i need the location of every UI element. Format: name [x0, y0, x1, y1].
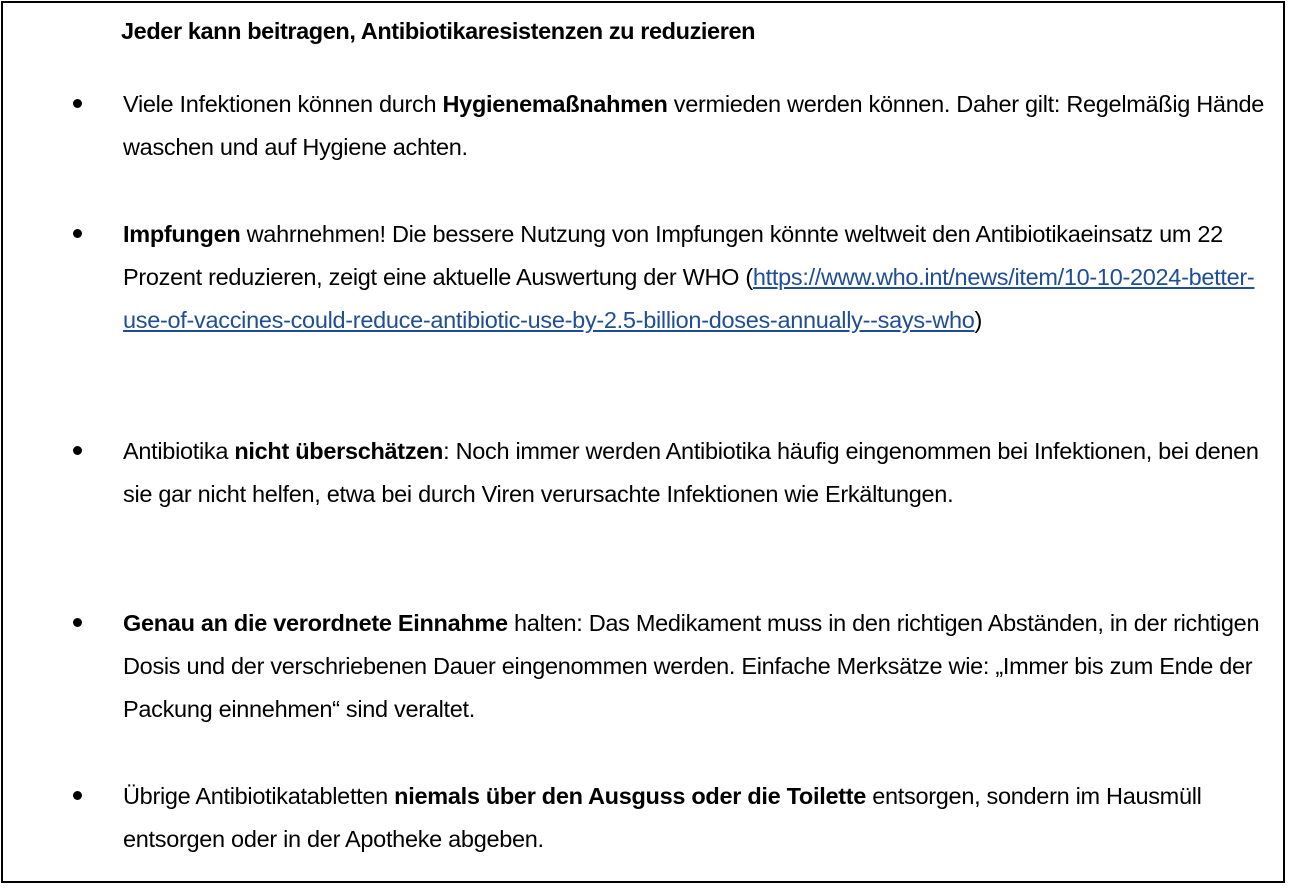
item-text: Viele Infektionen können durch	[123, 91, 443, 117]
item-text: halten: Das Medikament muss in den richtigen Abständen, in der richtigen Dosis und der verschriebenen Dauer eingenommen werden. Einfache Merksätze wie: „Immer bis zum Ende der Packung einnehmen“ sind veraltet.	[123, 610, 1260, 722]
item-bold: Hygienemaßnahmen	[442, 91, 668, 117]
list-item-hygiene	[123, 83, 1273, 169]
item-text: Übrige Antibiotikatabletten	[123, 783, 395, 809]
list-item-einnahme	[123, 602, 1273, 731]
who-link[interactable]: https://www.who.int/news/item/10-10-2024-better-use-of-vaccines-could-reduce-antibiotic-use-by-2.5-billion-doses-annually--says-who	[123, 264, 1255, 333]
item-text: wahrnehmen! Die bessere Nutzung von Impfungen könnte weltweit den Antibiotikaeinsatz um 22 Prozent reduzieren, zeigt eine aktuelle Auswertung der WHO (	[123, 221, 1223, 290]
item-text: vermieden werden können. Daher gilt: Regelmäßig Hände waschen und auf Hygiene achten.	[123, 91, 1265, 160]
item-text: )	[974, 307, 983, 333]
item-bold: Impfungen	[123, 221, 241, 247]
bullet-dot	[73, 229, 82, 238]
item-text: Antibiotika	[123, 438, 235, 464]
bullet-dot	[73, 446, 82, 455]
bullet-dot	[73, 791, 82, 800]
list-item-ueberschaetzen	[123, 430, 1273, 516]
heading: Jeder kann beitragen, Antibiotikaresistenzen zu reduzieren	[121, 18, 756, 44]
bullet-dot	[73, 99, 82, 108]
text-box	[1, 1, 1285, 883]
item-bold: Genau an die verordnete Einnahme	[123, 610, 508, 636]
bullet-dot	[73, 618, 82, 627]
item-text: entsorgen, sondern im Hausmüll entsorgen oder in der Apotheke abgeben.	[123, 783, 1202, 852]
item-bold: niemals über den Ausguss oder die Toilette	[394, 783, 867, 809]
list-item-entsorgung	[123, 775, 1273, 861]
item-text: : Noch immer werden Antibiotika häufig eingenommen bei Infektionen, bei denen sie gar nicht helfen, etwa bei durch Viren verursachte Infektionen wie Erkältungen.	[123, 438, 1259, 507]
list-item-impfungen	[123, 213, 1273, 342]
item-bold: nicht überschätzen	[234, 438, 444, 464]
